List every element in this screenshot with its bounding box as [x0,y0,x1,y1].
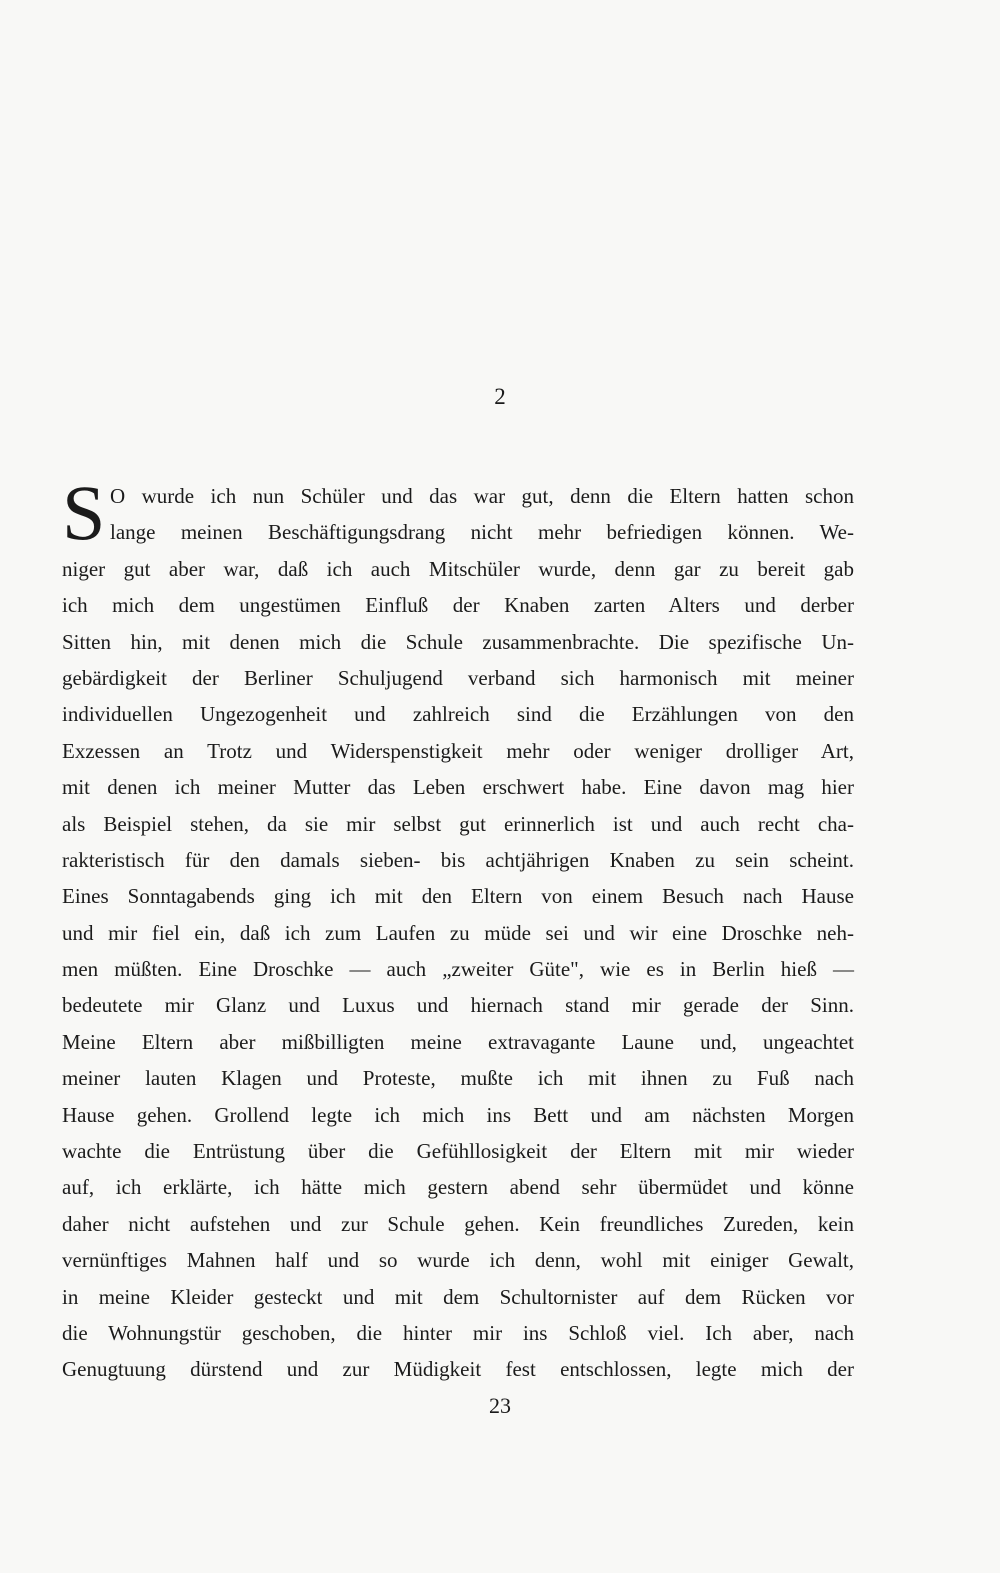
text-line: O wurde ich nun Schüler und das war gut, denn die Eltern hatten schon [110,484,854,508]
text-line: Genugtuung dürstend und zur Müdigkeit fest entschlossen, legte mich der [62,1357,854,1382]
text-line: rakteristisch für den damals sieben- bis achtjährigen Knaben zu sein scheint. [62,847,854,872]
text-line: und mir fiel ein, daß ich zum Laufen zu müde sei und wir eine Droschke neh- [62,920,854,945]
text-line: auf, ich erklärte, ich hätte mich gestern abend sehr übermüdet und könne [62,1175,854,1200]
text-line: wachte die Entrüstung über die Gefühllosigkeit der Eltern mit mir wieder [62,1139,854,1164]
text-line: daher nicht aufstehen und zur Schule gehen. Kein freundliches Zureden, kein [62,1211,854,1236]
text-line: gebärdigkeit der Berliner Schuljugend verband sich harmonisch mit meiner [62,665,854,690]
text-line: als Beispiel stehen, da sie mir selbst gut erinnerlich ist und auch recht cha- [62,811,854,836]
text-line: men müßten. Eine Droschke — auch „zweiter Güte", wie es in Berlin hieß — [62,957,854,982]
drop-cap: S [62,478,106,548]
text-line: individuellen Ungezogenheit und zahlreich sind die Erzählungen von den [62,702,854,727]
text-line: bedeutete mir Glanz und Luxus und hiernach stand mir gerade der Sinn. [62,993,854,1018]
text-line: Eines Sonntagabends ging ich mit den Eltern von einem Besuch nach Hause [62,884,854,909]
text-line: niger gut aber war, daß ich auch Mitschüler wurde, denn gar zu bereit gab [62,556,854,581]
text-line: mit denen ich meiner Mutter das Leben erschwert habe. Eine davon mag hier [62,775,854,800]
text-line: Meine Eltern aber mißbilligten meine extravagante Laune und, ungeachtet [62,1029,854,1054]
text-line: die Wohnungstür geschoben, die hinter mir ins Schloß viel. Ich aber, nach [62,1320,854,1345]
text-line: meiner lauten Klagen und Proteste, mußte ich mit ihnen zu Fuß nach [62,1066,854,1091]
text-line: in meine Kleider gesteckt und mit dem Schultornister auf dem Rücken vor [62,1284,854,1309]
text-line: vernünftiges Mahnen half und so wurde ich denn, wohl mit einiger Gewalt, [62,1248,854,1273]
body-text [62,478,854,1388]
page-number: 23 [489,1393,511,1418]
text-line: ich mich dem ungestümen Einfluß der Knaben zarten Alters und derber [62,593,854,618]
text-line: lange meinen Beschäftigungsdrang nicht mehr befriedigen können. We- [110,520,854,545]
text-line: Exzessen an Trotz und Widerspenstigkeit mehr oder weniger drolliger Art, [62,738,854,763]
chapter-number: 2 [494,384,506,409]
text-line: Sitten hin, mit denen mich die Schule zusammenbrachte. Die spezifische Un- [62,629,854,654]
text-line: Hause gehen. Grollend legte ich mich ins Bett und am nächsten Morgen [62,1102,854,1127]
